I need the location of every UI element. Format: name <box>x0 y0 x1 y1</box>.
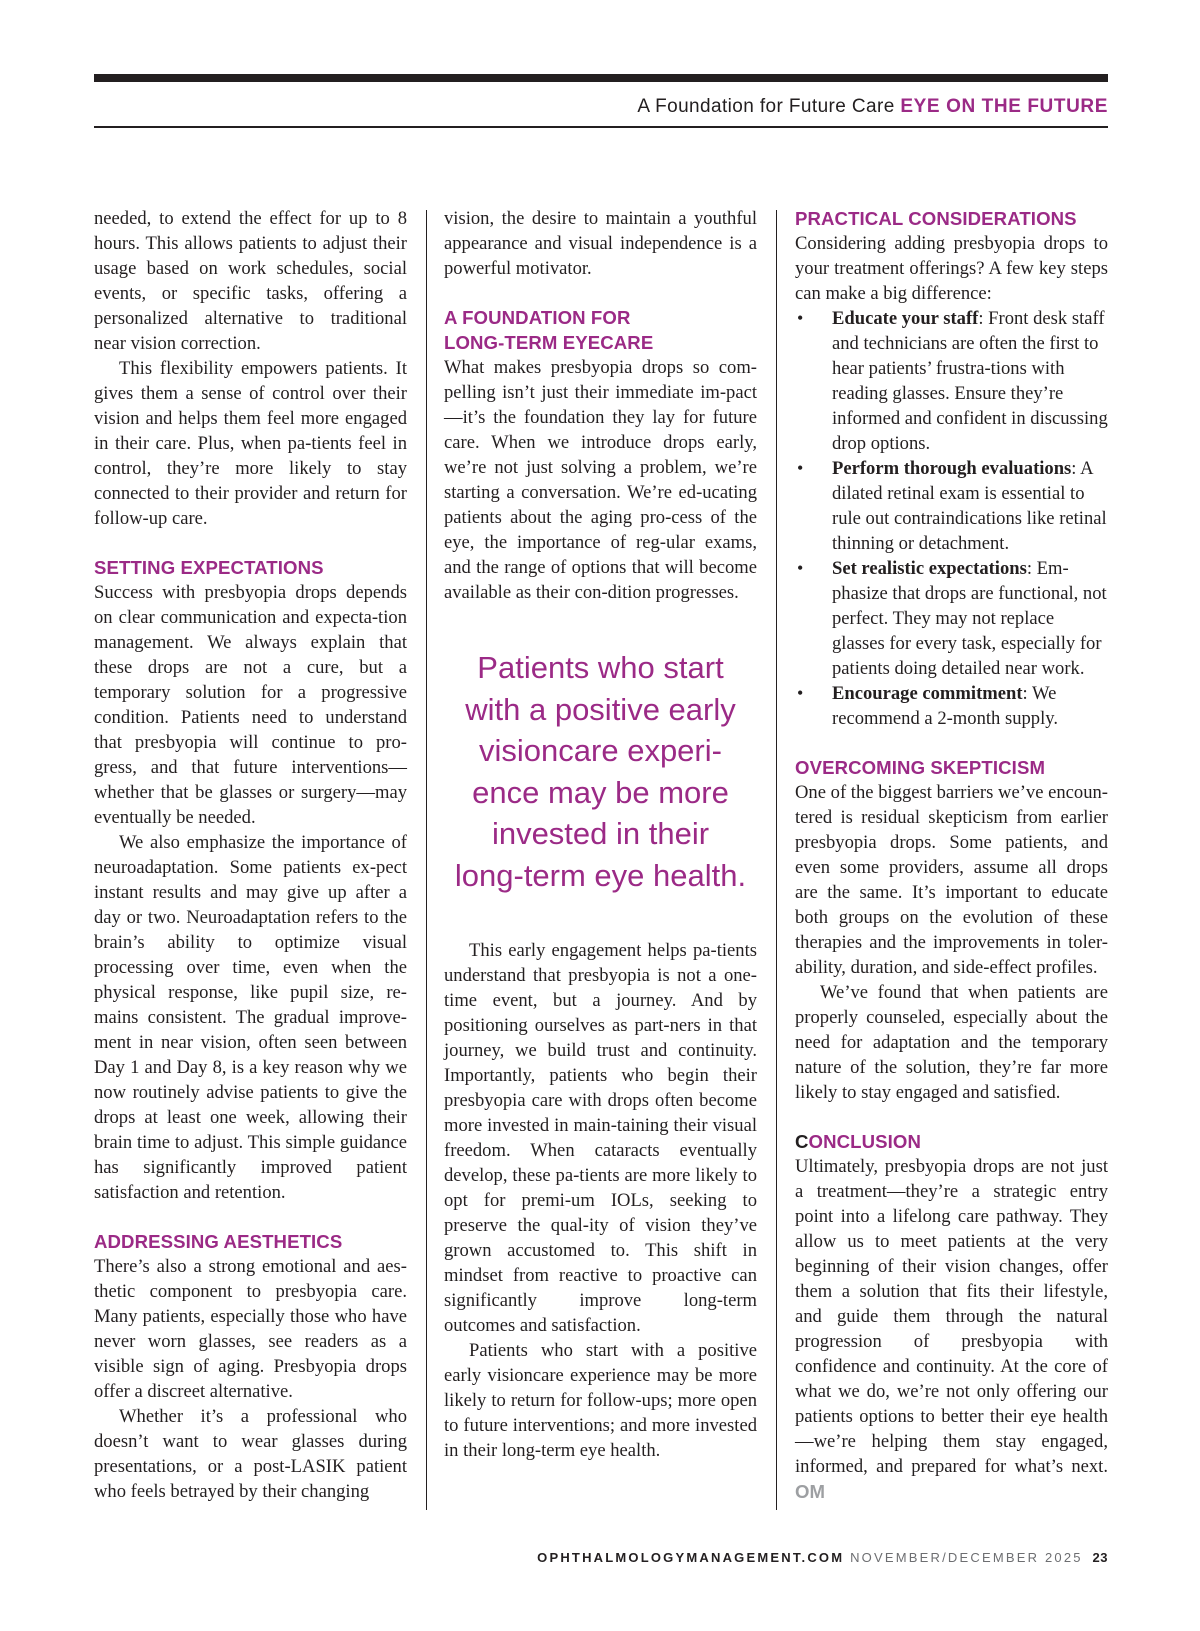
bullet-title: Perform thorough evaluations <box>832 458 1072 479</box>
header-section: A Foundation for Future Care <box>637 96 895 117</box>
list-item <box>795 556 1108 681</box>
paragraph: This flexibility empowers patients. It gives them a sense of control over their vision and helps them feel more engaged in their care. Plus, when pa-tients feel in control, they’re more likely to stay connected to their provider and return for follow-up care. <box>94 358 407 529</box>
column-3 <box>795 206 1108 1505</box>
section-heading: OVERCOMING SKEPTICISM <box>795 757 1046 778</box>
paragraph <box>795 1154 1108 1505</box>
bullet-text: Em-phasize that drops are functional, not perfect. They may not replace glasses for every task, especially for patients doing detailed near work. <box>832 558 1107 679</box>
pull-quote-line: long-term eye health. <box>454 857 747 893</box>
paragraph: Whether it’s a professional who doesn’t want to wear glasses during presentations, or a post-LASIK patient who feels betrayed by their changing <box>94 1406 407 1502</box>
bullet-sep: : <box>1022 683 1028 704</box>
bullet-icon: • <box>797 458 804 478</box>
running-header <box>94 90 1108 128</box>
bullet-sep: : <box>1026 558 1033 579</box>
end-mark: OM <box>795 1481 825 1502</box>
paragraph: We’ve found that when patients are properly counseled, especially about the need for adaptation and the temporary nature of the solution, they’re far more likely to stay engaged and satisfied. <box>795 982 1108 1103</box>
pull-quote-line: Patients who start <box>477 650 724 685</box>
paragraph: There’s also a strong emotional and aes-thetic component to presbyopia care. Many patients, especially those who have never worn glasses, see readers as a visible sign of aging. Presbyopia drops offer a discreet alternative. <box>94 1256 407 1402</box>
bullet-text: A dilated retinal exam is essential to rule out contraindications like retinal thinning or detachment. <box>832 458 1107 554</box>
bullet-title: Set realistic expectations <box>832 558 1027 579</box>
footer-date: NOVEMBER/DECEMBER 2025 <box>850 1550 1083 1565</box>
bullet-list <box>795 306 1108 731</box>
page-number: 23 <box>1092 1550 1108 1565</box>
paragraph-text: Ultimately, presbyopia drops are not just a treatment—they’re a strategic entry point into a lifelong care pathway. They allow us to meet patients at the very beginning of their vision changes, offer them a solution that fits their lifestyle, and guide them through the natural progression of presbyopia with confidence and continuity. At the core of what we do, we’re not only offering our patients options to better their eye health—we’re helping them stay engaged, informed, and prepared for what’s next. <box>795 1156 1108 1477</box>
section-heading: SETTING EXPECTATIONS <box>94 557 324 578</box>
bullet-icon: • <box>797 683 804 703</box>
list-item <box>795 456 1108 556</box>
section-heading: PRACTICAL CONSIDERATIONS <box>795 208 1077 229</box>
bullet-text: We recommend a 2-month supply. <box>832 683 1059 729</box>
bullet-title: Encourage commitment <box>832 683 1023 704</box>
bullet-icon: • <box>797 308 804 328</box>
header-series: EYE ON THE FUTURE <box>900 96 1108 117</box>
heading-initial: C <box>795 1131 809 1152</box>
pull-quote-line: visioncare experi- <box>479 733 722 768</box>
bullet-sep: : <box>1071 458 1077 479</box>
bullet-text: Front desk staff and technicians are often the first to hear patients’ frustra-tions with reading glasses. Ensure they’re informed and confident in discussing drop options. <box>832 308 1108 454</box>
page-footer <box>537 1548 1108 1568</box>
paragraph: Success with presbyopia drops depends on clear communication and expecta-tion management. We always explain that these drops are not a cure, but a temporary solution for a progressive condition. Patients need to understand that presbyopia will continue to pro-gress, and that future interventions—whether that be glasses or surgery—may eventually be needed. <box>94 582 407 828</box>
paragraph: needed, to extend the effect for up to 8 hours. This allows patients to adjust their usage based on work schedules, social events, or specific tasks, offering a personalized alternative to traditional near vision correction. <box>94 208 407 354</box>
section-heading <box>444 305 757 355</box>
column-1 <box>94 206 407 1504</box>
list-item <box>795 681 1108 731</box>
heading-line: A FOUNDATION FOR <box>444 307 631 328</box>
pull-quote <box>444 647 757 896</box>
paragraph: One of the biggest barriers we’ve encoun-tered is residual skepticism from earlier presbyopia drops. Some patients, and even some providers, assume all drops are the same. It’s important to educate both groups on the evolution of these therapies and the improvements in toler-ability, duration, and side-effect profiles. <box>795 782 1108 978</box>
bullet-sep: : <box>978 308 984 329</box>
paragraph: vision, the desire to maintain a youthful appearance and visual independence is a powerful motivator. <box>444 208 757 279</box>
pull-quote-line: invested in their <box>491 816 710 851</box>
bullet-title: Educate your staff <box>832 308 979 329</box>
paragraph: We also emphasize the importance of neuroadaptation. Some patients ex-pect instant results and may give up after a day or two. Neuroadaptation refers to the brain’s ability to optimize visual processing over time, even when the physical response, like pupil size, re-mains consistent. The gradual improve-ment in near vision, often seen between Day 1 and Day 8, is a key reason why we now routinely advise patients to give the drops at least one week, allowing their brain time to adjust. This simple guidance has significantly improved patient satisfaction and retention. <box>94 832 407 1203</box>
pull-quote-line: ence may be more <box>472 774 729 810</box>
heading-line: LONG-TERM EYECARE <box>444 332 654 353</box>
pull-quote-line: with a positive early <box>465 691 736 727</box>
column-rule-2 <box>776 210 777 1510</box>
top-rule <box>94 74 1108 82</box>
column-2 <box>444 206 757 1463</box>
paragraph: Patients who start with a positive early visioncare experience may be more likely to return for follow-ups; more open to future interventions; and more invested in their long-term eye health. <box>444 1340 757 1461</box>
paragraph: What makes presbyopia drops so com-pelling isn’t just their immediate im-pact—it’s the foundation they lay for future care. When we introduce drops early, we’re not just solving a problem, we’re starting a conversation. We’re ed-ucating patients about the aging pro-cess of the eye, the importance of reg-ular exams, and the range of options that will become available as their con-dition progresses. <box>444 357 757 603</box>
column-rule-1 <box>426 210 427 1510</box>
section-heading: ADDRESSING AESTHETICS <box>94 1231 343 1252</box>
bullet-icon: • <box>797 558 804 578</box>
footer-site: OPHTHALMOLOGYMANAGEMENT.COM <box>537 1550 845 1565</box>
section-heading <box>795 1129 1108 1154</box>
paragraph: This early engagement helps pa-tients understand that presbyopia is not a one-time event, but a journey. And by positioning ourselves as part-ners in that journey, we build trust and continuity. Importantly, patients who begin their presbyopia care with drops often become more invested in main-taining their visual freedom. When cataracts eventually develop, these pa-tients are more likely to opt for premi-um IOLs, seeking to preserve the qual-ity of vision they’ve grown accustomed to. This shift in mindset from reactive to proactive can significantly improve long-term outcomes and satisfaction. <box>444 940 757 1336</box>
heading-rest: ONCLUSION <box>808 1131 921 1152</box>
list-item <box>795 306 1108 456</box>
paragraph: Considering adding presbyopia drops to your treatment offerings? A few key steps can make a big difference: <box>795 233 1108 304</box>
